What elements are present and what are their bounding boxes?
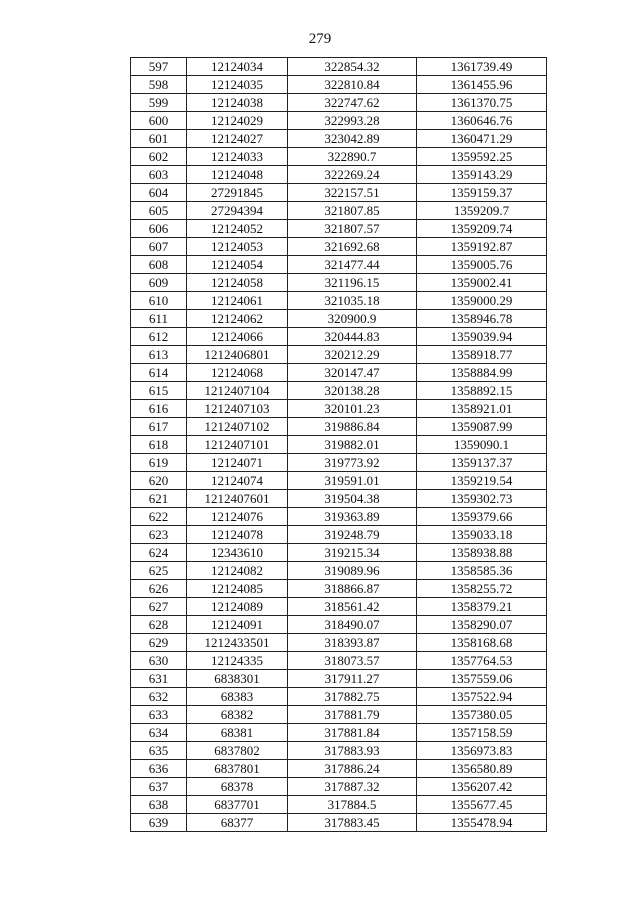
code-cell: 68383 — [187, 688, 288, 706]
table-row — [131, 364, 547, 382]
code-cell: 12124335 — [187, 652, 288, 670]
code-cell: 68378 — [187, 778, 288, 796]
table-row — [131, 220, 547, 238]
y-coordinate-cell: 1359209.7 — [417, 202, 547, 220]
code-cell: 12124027 — [187, 130, 288, 148]
code-cell: 1212407102 — [187, 418, 288, 436]
table-row — [131, 310, 547, 328]
row-number-cell: 613 — [131, 346, 187, 364]
table-row — [131, 256, 547, 274]
table-row — [131, 490, 547, 508]
x-coordinate-cell: 321807.57 — [288, 220, 417, 238]
x-coordinate-cell: 323042.89 — [288, 130, 417, 148]
y-coordinate-cell: 1358946.78 — [417, 310, 547, 328]
table-row — [131, 400, 547, 418]
row-number-cell: 612 — [131, 328, 187, 346]
code-cell: 68377 — [187, 814, 288, 832]
code-cell: 12343610 — [187, 544, 288, 562]
row-number-cell: 617 — [131, 418, 187, 436]
code-cell: 1212407101 — [187, 436, 288, 454]
row-number-cell: 610 — [131, 292, 187, 310]
code-cell: 1212407601 — [187, 490, 288, 508]
code-cell: 1212406801 — [187, 346, 288, 364]
code-cell: 12124052 — [187, 220, 288, 238]
x-coordinate-cell: 322854.32 — [288, 58, 417, 76]
y-coordinate-cell: 1355677.45 — [417, 796, 547, 814]
x-coordinate-cell: 320147.47 — [288, 364, 417, 382]
x-coordinate-cell: 317882.75 — [288, 688, 417, 706]
y-coordinate-cell: 1359592.25 — [417, 148, 547, 166]
y-coordinate-cell: 1359090.1 — [417, 436, 547, 454]
x-coordinate-cell: 319773.92 — [288, 454, 417, 472]
table-row — [131, 112, 547, 130]
row-number-cell: 614 — [131, 364, 187, 382]
row-number-cell: 629 — [131, 634, 187, 652]
code-cell: 12124062 — [187, 310, 288, 328]
y-coordinate-cell: 1358892.15 — [417, 382, 547, 400]
row-number-cell: 603 — [131, 166, 187, 184]
y-coordinate-cell: 1355478.94 — [417, 814, 547, 832]
row-number-cell: 630 — [131, 652, 187, 670]
code-cell: 12124076 — [187, 508, 288, 526]
x-coordinate-cell: 319215.34 — [288, 544, 417, 562]
table-row — [131, 472, 547, 490]
row-number-cell: 605 — [131, 202, 187, 220]
code-cell: 6838301 — [187, 670, 288, 688]
y-coordinate-cell: 1358585.36 — [417, 562, 547, 580]
code-cell: 12124089 — [187, 598, 288, 616]
y-coordinate-cell: 1360646.76 — [417, 112, 547, 130]
code-cell: 6837802 — [187, 742, 288, 760]
y-coordinate-cell: 1359159.37 — [417, 184, 547, 202]
x-coordinate-cell: 318490.07 — [288, 616, 417, 634]
y-coordinate-cell: 1358255.72 — [417, 580, 547, 598]
y-coordinate-cell: 1359033.18 — [417, 526, 547, 544]
table-row — [131, 202, 547, 220]
table-row — [131, 598, 547, 616]
row-number-cell: 598 — [131, 76, 187, 94]
code-cell: 12124071 — [187, 454, 288, 472]
table-row — [131, 778, 547, 796]
x-coordinate-cell: 318073.57 — [288, 652, 417, 670]
y-coordinate-cell: 1357158.59 — [417, 724, 547, 742]
table-row — [131, 148, 547, 166]
row-number-cell: 608 — [131, 256, 187, 274]
table-row — [131, 166, 547, 184]
table-row — [131, 292, 547, 310]
x-coordinate-cell: 317911.27 — [288, 670, 417, 688]
row-number-cell: 636 — [131, 760, 187, 778]
x-coordinate-cell: 319886.84 — [288, 418, 417, 436]
x-coordinate-cell: 321692.68 — [288, 238, 417, 256]
code-cell: 12124074 — [187, 472, 288, 490]
code-cell: 68382 — [187, 706, 288, 724]
row-number-cell: 599 — [131, 94, 187, 112]
y-coordinate-cell: 1357522.94 — [417, 688, 547, 706]
x-coordinate-cell: 321196.15 — [288, 274, 417, 292]
row-number-cell: 600 — [131, 112, 187, 130]
y-coordinate-cell: 1361370.75 — [417, 94, 547, 112]
x-coordinate-cell: 317883.45 — [288, 814, 417, 832]
table-row — [131, 184, 547, 202]
y-coordinate-cell: 1359302.73 — [417, 490, 547, 508]
row-number-cell: 627 — [131, 598, 187, 616]
table-row — [131, 58, 547, 76]
x-coordinate-cell: 317881.79 — [288, 706, 417, 724]
row-number-cell: 622 — [131, 508, 187, 526]
table-row — [131, 76, 547, 94]
row-number-cell: 597 — [131, 58, 187, 76]
y-coordinate-cell: 1361455.96 — [417, 76, 547, 94]
x-coordinate-cell: 318393.87 — [288, 634, 417, 652]
y-coordinate-cell: 1359087.99 — [417, 418, 547, 436]
y-coordinate-cell: 1358921.01 — [417, 400, 547, 418]
y-coordinate-cell: 1359137.37 — [417, 454, 547, 472]
x-coordinate-cell: 317884.5 — [288, 796, 417, 814]
code-cell: 12124058 — [187, 274, 288, 292]
table-row — [131, 328, 547, 346]
y-coordinate-cell: 1358379.21 — [417, 598, 547, 616]
x-coordinate-cell: 322747.62 — [288, 94, 417, 112]
y-coordinate-cell: 1356207.42 — [417, 778, 547, 796]
y-coordinate-cell: 1360471.29 — [417, 130, 547, 148]
row-number-cell: 635 — [131, 742, 187, 760]
row-number-cell: 624 — [131, 544, 187, 562]
table-body — [131, 58, 547, 832]
code-cell: 1212433501 — [187, 634, 288, 652]
y-coordinate-cell: 1358290.07 — [417, 616, 547, 634]
row-number-cell: 618 — [131, 436, 187, 454]
row-number-cell: 626 — [131, 580, 187, 598]
x-coordinate-cell: 319504.38 — [288, 490, 417, 508]
row-number-cell: 637 — [131, 778, 187, 796]
x-coordinate-cell: 321477.44 — [288, 256, 417, 274]
y-coordinate-cell: 1359005.76 — [417, 256, 547, 274]
y-coordinate-cell: 1359379.66 — [417, 508, 547, 526]
x-coordinate-cell: 320101.23 — [288, 400, 417, 418]
x-coordinate-cell: 322810.84 — [288, 76, 417, 94]
code-cell: 12124082 — [187, 562, 288, 580]
table-row — [131, 94, 547, 112]
y-coordinate-cell: 1359000.29 — [417, 292, 547, 310]
row-number-cell: 611 — [131, 310, 187, 328]
y-coordinate-cell: 1359039.94 — [417, 328, 547, 346]
x-coordinate-cell: 322890.7 — [288, 148, 417, 166]
y-coordinate-cell: 1359002.41 — [417, 274, 547, 292]
table-row — [131, 652, 547, 670]
row-number-cell: 638 — [131, 796, 187, 814]
table-row — [131, 130, 547, 148]
row-number-cell: 634 — [131, 724, 187, 742]
x-coordinate-cell: 320444.83 — [288, 328, 417, 346]
x-coordinate-cell: 317881.84 — [288, 724, 417, 742]
code-cell: 12124085 — [187, 580, 288, 598]
table-row — [131, 562, 547, 580]
row-number-cell: 607 — [131, 238, 187, 256]
x-coordinate-cell: 320138.28 — [288, 382, 417, 400]
row-number-cell: 601 — [131, 130, 187, 148]
x-coordinate-cell: 322157.51 — [288, 184, 417, 202]
row-number-cell: 602 — [131, 148, 187, 166]
row-number-cell: 621 — [131, 490, 187, 508]
y-coordinate-cell: 1356973.83 — [417, 742, 547, 760]
row-number-cell: 604 — [131, 184, 187, 202]
row-number-cell: 633 — [131, 706, 187, 724]
table-row — [131, 274, 547, 292]
code-cell: 6837701 — [187, 796, 288, 814]
code-cell: 12124035 — [187, 76, 288, 94]
table-row — [131, 454, 547, 472]
table-row — [131, 634, 547, 652]
row-number-cell: 632 — [131, 688, 187, 706]
y-coordinate-cell: 1357380.05 — [417, 706, 547, 724]
table-row — [131, 760, 547, 778]
y-coordinate-cell: 1356580.89 — [417, 760, 547, 778]
y-coordinate-cell: 1358918.77 — [417, 346, 547, 364]
y-coordinate-cell: 1359192.87 — [417, 238, 547, 256]
x-coordinate-cell: 318866.87 — [288, 580, 417, 598]
table-row — [131, 814, 547, 832]
x-coordinate-cell: 321035.18 — [288, 292, 417, 310]
code-cell: 27294394 — [187, 202, 288, 220]
row-number-cell: 616 — [131, 400, 187, 418]
row-number-cell: 628 — [131, 616, 187, 634]
code-cell: 12124048 — [187, 166, 288, 184]
x-coordinate-cell: 322269.24 — [288, 166, 417, 184]
table-row — [131, 580, 547, 598]
table-row — [131, 670, 547, 688]
row-number-cell: 639 — [131, 814, 187, 832]
x-coordinate-cell: 319089.96 — [288, 562, 417, 580]
row-number-cell: 625 — [131, 562, 187, 580]
x-coordinate-cell: 317887.32 — [288, 778, 417, 796]
y-coordinate-cell: 1359209.74 — [417, 220, 547, 238]
row-number-cell: 620 — [131, 472, 187, 490]
x-coordinate-cell: 319882.01 — [288, 436, 417, 454]
row-number-cell: 615 — [131, 382, 187, 400]
x-coordinate-cell: 321807.85 — [288, 202, 417, 220]
table-row — [131, 688, 547, 706]
row-number-cell: 631 — [131, 670, 187, 688]
row-number-cell: 623 — [131, 526, 187, 544]
x-coordinate-cell: 317886.24 — [288, 760, 417, 778]
table-row — [131, 346, 547, 364]
coordinates-table — [130, 57, 547, 832]
code-cell: 12124054 — [187, 256, 288, 274]
table-row — [131, 706, 547, 724]
x-coordinate-cell: 317883.93 — [288, 742, 417, 760]
y-coordinate-cell: 1358168.68 — [417, 634, 547, 652]
x-coordinate-cell: 320212.29 — [288, 346, 417, 364]
x-coordinate-cell: 319363.89 — [288, 508, 417, 526]
code-cell: 27291845 — [187, 184, 288, 202]
y-coordinate-cell: 1357764.53 — [417, 652, 547, 670]
table-row — [131, 544, 547, 562]
code-cell: 12124029 — [187, 112, 288, 130]
row-number-cell: 609 — [131, 274, 187, 292]
table-row — [131, 238, 547, 256]
y-coordinate-cell: 1359143.29 — [417, 166, 547, 184]
x-coordinate-cell: 319591.01 — [288, 472, 417, 490]
code-cell: 1212407104 — [187, 382, 288, 400]
row-number-cell: 619 — [131, 454, 187, 472]
table-row — [131, 526, 547, 544]
table-row — [131, 724, 547, 742]
code-cell: 12124091 — [187, 616, 288, 634]
y-coordinate-cell: 1359219.54 — [417, 472, 547, 490]
code-cell: 6837801 — [187, 760, 288, 778]
code-cell: 12124033 — [187, 148, 288, 166]
x-coordinate-cell: 318561.42 — [288, 598, 417, 616]
code-cell: 12124068 — [187, 364, 288, 382]
table-row — [131, 742, 547, 760]
table-row — [131, 436, 547, 454]
code-cell: 12124066 — [187, 328, 288, 346]
code-cell: 12124061 — [187, 292, 288, 310]
code-cell: 12124034 — [187, 58, 288, 76]
code-cell: 1212407103 — [187, 400, 288, 418]
y-coordinate-cell: 1357559.06 — [417, 670, 547, 688]
x-coordinate-cell: 319248.79 — [288, 526, 417, 544]
x-coordinate-cell: 320900.9 — [288, 310, 417, 328]
table-row — [131, 796, 547, 814]
x-coordinate-cell: 322993.28 — [288, 112, 417, 130]
y-coordinate-cell: 1358884.99 — [417, 364, 547, 382]
code-cell: 12124038 — [187, 94, 288, 112]
table-row — [131, 616, 547, 634]
y-coordinate-cell: 1361739.49 — [417, 58, 547, 76]
code-cell: 12124078 — [187, 526, 288, 544]
code-cell: 12124053 — [187, 238, 288, 256]
page-number: 279 — [308, 31, 332, 47]
table-row — [131, 508, 547, 526]
code-cell: 68381 — [187, 724, 288, 742]
table-row — [131, 382, 547, 400]
table-row — [131, 418, 547, 436]
y-coordinate-cell: 1358938.88 — [417, 544, 547, 562]
row-number-cell: 606 — [131, 220, 187, 238]
